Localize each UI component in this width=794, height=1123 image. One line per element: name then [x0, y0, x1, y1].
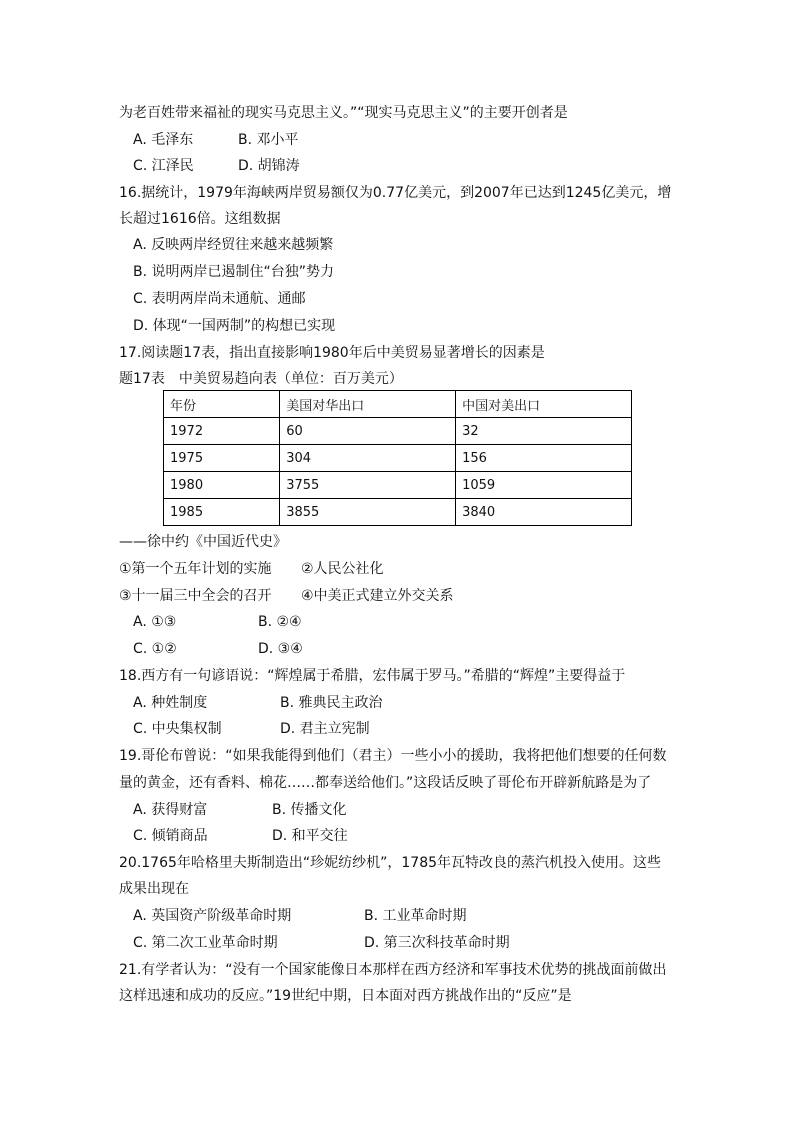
question-15-stem: 为老百姓带来福祉的现实马克思主义。”“现实马克思主义”的主要开创者是	[119, 105, 568, 121]
table-source: ——徐中约《中国近代史》	[119, 534, 287, 550]
cell-year: 1972	[164, 418, 280, 445]
q17-option-b: B. ②④	[258, 614, 302, 630]
q17-item-3: ③十一届三中全会的召开	[119, 588, 272, 604]
question-20-stem-line2: 成果出现在	[119, 881, 189, 897]
question-19-stem-line1: 19.哥伦布曾说：“如果我能得到他们（君主）一些小小的援助，我将把他们想要的任何数	[119, 748, 667, 764]
question-20-stem-line1: 20.1765年哈格里夫斯制造出“珍妮纺纱机”，1785年瓦特改良的蒸汽机投入使用。这些	[119, 855, 662, 871]
cell-year: 1985	[164, 499, 280, 526]
q19-option-a: A. 获得财富	[133, 802, 208, 818]
q17-option-c: C. ①②	[133, 641, 177, 657]
q20-option-d: D. 第三次科技革命时期	[364, 935, 510, 951]
question-18-stem: 18.西方有一句谚语说：“辉煌属于希腊，宏伟属于罗马。”希腊的“辉煌”主要得益于	[119, 668, 626, 684]
header-us-export: 美国对华出口	[280, 391, 456, 418]
cell-us-export: 3855	[280, 499, 456, 526]
q16-option-b: B. 说明两岸已遏制住“台独”势力	[133, 264, 335, 280]
question-16-stem-line1: 16.据统计，1979年海峡两岸贸易额仅为0.77亿美元，到2007年已达到1245亿美元，增	[119, 185, 672, 201]
q15-option-a: A. 毛泽东	[133, 132, 194, 148]
q19-option-d: D. 和平交往	[272, 828, 348, 844]
q20-option-b: B. 工业革命时期	[364, 908, 467, 924]
cell-cn-export: 1059	[456, 472, 632, 499]
question-21-stem-line1: 21.有学者认为：“没有一个国家能像日本那样在西方经济和军事技术优势的挑战面前做出	[119, 962, 667, 978]
table-header-row	[164, 391, 632, 418]
q17-item-4: ④中美正式建立外交关系	[301, 588, 454, 604]
q16-option-d: D. 体现“一国两制”的构想已实现	[133, 318, 336, 334]
q17-option-a: A. ①③	[133, 614, 177, 630]
header-year: 年份	[164, 391, 280, 418]
question-17-stem: 17.阅读题17表，指出直接影响1980年后中美贸易显著增长的因素是	[119, 345, 545, 361]
q19-option-c: C. 倾销商品	[133, 828, 208, 844]
header-cn-export: 中国对美出口	[456, 391, 632, 418]
table-row	[164, 499, 632, 526]
cell-cn-export: 3840	[456, 499, 632, 526]
q15-option-c: C. 江泽民	[133, 158, 194, 174]
cell-us-export: 3755	[280, 472, 456, 499]
q17-item-1: ①第一个五年计划的实施	[119, 561, 272, 577]
cell-cn-export: 156	[456, 445, 632, 472]
q17-option-d: D. ③④	[258, 641, 303, 657]
q16-option-c: C. 表明两岸尚未通航、通邮	[133, 291, 306, 307]
cell-year: 1980	[164, 472, 280, 499]
q18-option-a: A. 种姓制度	[133, 695, 208, 711]
question-16-stem-line2: 长超过1616倍。这组数据	[119, 211, 281, 227]
table-row	[164, 445, 632, 472]
q18-option-c: C. 中央集权制	[133, 721, 222, 737]
q15-option-b: B. 邓小平	[238, 132, 299, 148]
cell-us-export: 60	[280, 418, 456, 445]
cell-cn-export: 32	[456, 418, 632, 445]
q20-option-a: A. 英国资产阶级革命时期	[133, 908, 292, 924]
question-21-stem-line2: 这样迅速和成功的反应。”19世纪中期，日本面对西方挑战作出的“反应”是	[119, 988, 572, 1004]
q15-option-d: D. 胡锦涛	[238, 158, 300, 174]
table-row	[164, 472, 632, 499]
cell-year: 1975	[164, 445, 280, 472]
cell-us-export: 304	[280, 445, 456, 472]
q18-option-b: B. 雅典民主政治	[280, 695, 383, 711]
q19-option-b: B. 传播文化	[272, 802, 347, 818]
trade-table	[163, 390, 632, 526]
q17-item-2: ②人民公社化	[301, 561, 384, 577]
table-row	[164, 418, 632, 445]
q18-option-d: D. 君主立宪制	[280, 721, 370, 737]
question-19-stem-line2: 量的黄金，还有香料、棉花……都奉送给他们。”这段话反映了哥伦布开辟新航路是为了	[119, 775, 652, 791]
q20-option-c: C. 第二次工业革命时期	[133, 935, 278, 951]
q16-option-a: A. 反映两岸经贸往来越来越频繁	[133, 237, 334, 253]
table-caption: 题17表 中美贸易趋向表（单位：百万美元）	[119, 371, 403, 387]
